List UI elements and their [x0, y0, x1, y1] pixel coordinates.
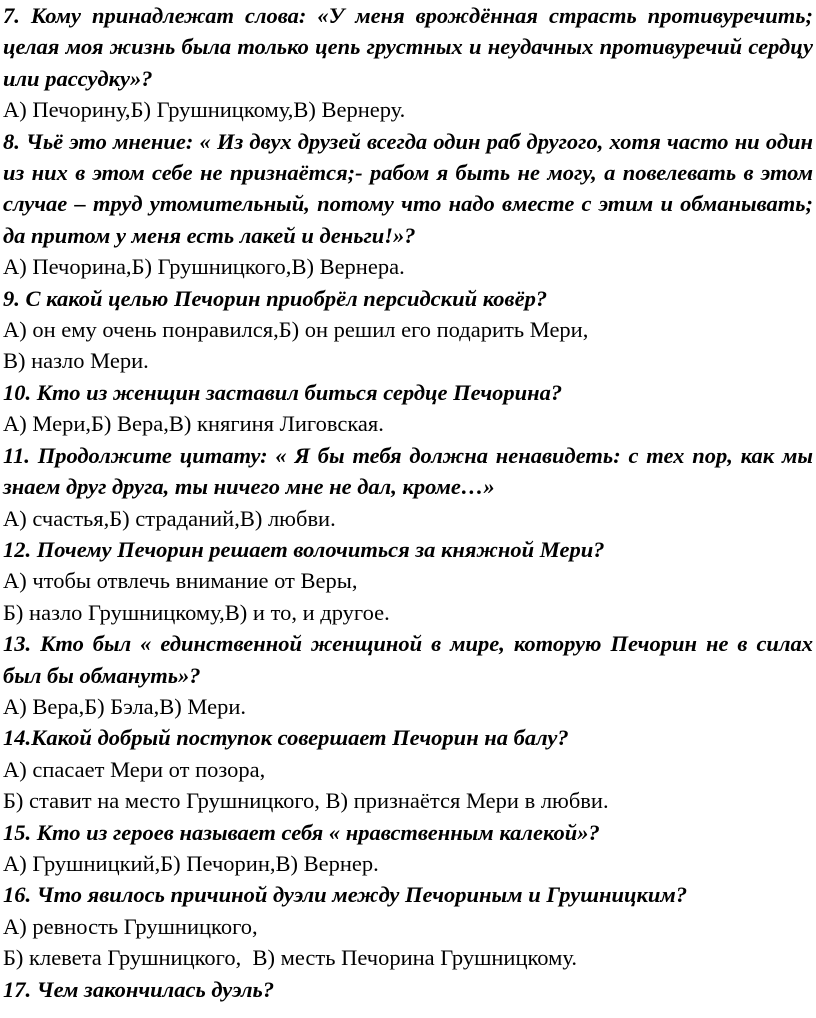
answers-7	[3, 94, 813, 125]
answer-b: Б) Грушницкого,	[131, 254, 292, 280]
answer-c: В) Вернер.	[275, 850, 379, 876]
question-8: 8. Чьё это мнение: « Из двух друзей всегда один раб другого, хотя часто ни один из них в этом себе не признаётся;- рабом я быть не могу, а повелевать в этом случае – труд утомительный, потому что надо вместе с этим и обманывать; да притом у меня есть лакей и деньги!»?	[3, 128, 813, 248]
question-9: 9. С какой целью Печорин приобрёл персидский ковёр?	[3, 285, 548, 311]
question-17: 17. Чем закончилась дуэль?	[3, 976, 275, 1002]
answer-b: Б) назло Грушницкому,	[3, 599, 225, 625]
answer-b: Б) клевета Грушницкого,	[3, 945, 242, 971]
answer-a: А) Печорина,	[3, 254, 132, 280]
answer-b: Б) Грушницкому,	[130, 97, 294, 123]
answers-8	[3, 251, 813, 282]
answer-c: В) Мери.	[159, 693, 247, 719]
answer-a: А) Мери,	[3, 411, 91, 437]
answer-c: В) месть Печорина Грушницкому.	[252, 945, 577, 971]
answers-12b	[3, 597, 813, 628]
answer-c: В) княгиня Лиговская.	[168, 411, 384, 437]
answer-c: В) Вернеру.	[293, 97, 406, 123]
question-10: 10. Кто из женщин заставил биться сердце Печорина?	[3, 379, 563, 405]
question-12: 12. Почему Печорин решает волочиться за княжной Мери?	[3, 536, 605, 562]
answer-c: В) любви.	[239, 505, 336, 531]
answer-b: Б) он решил его подарить Мери,	[278, 317, 589, 343]
question-7: 7. Кому принадлежат слова: «У меня врождённая страсть противуречить; целая моя жизнь была только цепь грустных и неудачных противуречий сердцу или рассудку»?	[3, 3, 813, 91]
quiz-page	[3, 0, 813, 1005]
answers-10	[3, 408, 813, 439]
question-15: 15. Кто из героев называет себя « нравственным калекой»?	[3, 819, 600, 845]
answer-a: А) Печорину,	[3, 97, 131, 123]
answers-9b	[3, 345, 813, 376]
answers-16a	[3, 911, 813, 942]
answers-9a	[3, 314, 813, 345]
question-16: 16. Что явилось причиной дуэли между Печориным и Грушницким?	[3, 882, 688, 908]
answers-14b	[3, 785, 813, 816]
question-14: 14.Какой добрый поступок совершает Печорин на балу?	[3, 725, 569, 751]
answer-c: В) признаётся Мери в любви.	[325, 788, 609, 814]
answer-c: В) Вернера.	[291, 254, 405, 280]
answers-14a	[3, 754, 813, 785]
answers-12a	[3, 565, 813, 596]
answer-a: А) счастья,	[3, 505, 110, 531]
answer-a: А) он ему очень понравился,	[3, 317, 279, 343]
answers-16b	[3, 942, 813, 973]
answer-a: А) Грушницкий,	[3, 850, 161, 876]
answer-a: А) спасает Мери от позора,	[3, 756, 266, 782]
answer-b: Б) ставит на место Грушницкого,	[3, 788, 320, 814]
answer-c: В) назло Мери.	[3, 348, 149, 374]
question-13: 13. Кто был « единственной женщиной в мире, которую Печорин не в силах был бы обмануть»?	[3, 631, 813, 688]
answer-b: Б) Печорин,	[160, 850, 276, 876]
answers-11	[3, 503, 813, 534]
question-11: 11. Продолжите цитату: « Я бы тебя должна ненавидеть: с тех пор, как мы знаем друг друга, ты ничего мне не дал, кроме…»	[3, 442, 813, 500]
answer-b: Б) Бэла,	[84, 693, 160, 719]
answer-b: Б) страданий,	[109, 505, 240, 531]
answer-a: А) ревность Грушницкого,	[3, 913, 258, 939]
answer-b: Б) Вера,	[90, 411, 169, 437]
answer-a: А) Вера,	[3, 693, 85, 719]
answers-13	[3, 691, 813, 722]
answers-15	[3, 848, 813, 879]
answer-a: А) чтобы отвлечь внимание от Веры,	[3, 568, 358, 594]
answer-c: В) и то, и другое.	[224, 599, 390, 625]
